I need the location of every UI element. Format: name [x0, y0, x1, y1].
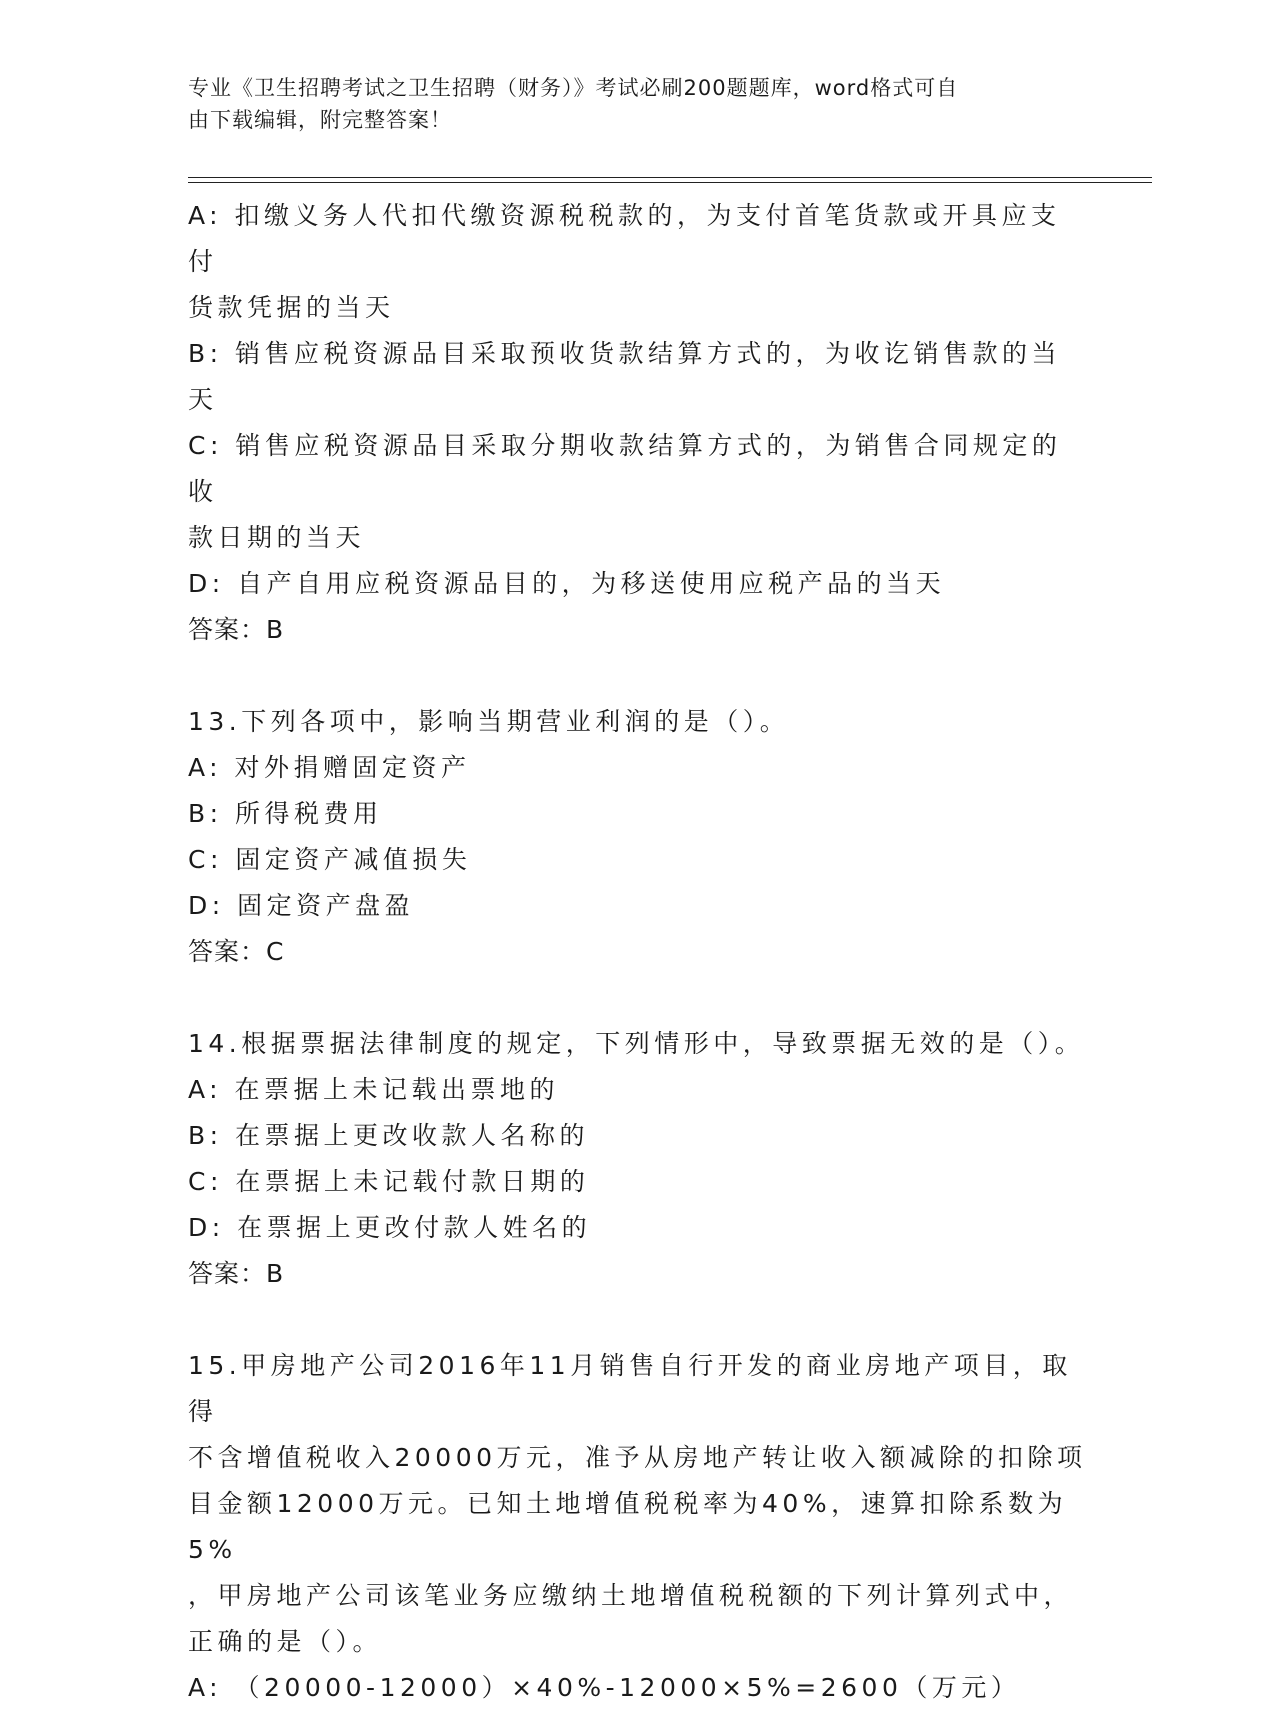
question-stem-line-3: 目金额12000万元。已知土地增值税税率为40%，速算扣除系数为5%	[188, 1489, 1068, 1564]
option-a: A: （20000-12000）×40%-12000×5%=2600（万元）	[188, 1673, 1021, 1702]
option-b: B: 所得税费用	[188, 799, 383, 828]
header-line-2: 由下载编辑，附完整答案！	[188, 108, 452, 132]
header-line-1: 专业《卫生招聘考试之卫生招聘（财务）》考试必刷200题题库，word格式可自	[188, 76, 959, 100]
option-c: C: 固定资产减值损失	[188, 845, 472, 874]
header-divider-bottom	[188, 182, 1152, 183]
spacer	[188, 653, 1088, 699]
question-15	[188, 1343, 1088, 1711]
option-d: D: 固定资产盘盈	[188, 891, 415, 920]
option-c-line-1: C: 销售应税资源品目采取分期收款结算方式的，为销售合同规定的收	[188, 431, 1062, 506]
option-d: D: 自产自用应税资源品目的，为移送使用应税产品的当天	[188, 569, 946, 598]
question-list	[188, 193, 1088, 1711]
document-header	[188, 72, 1068, 136]
option-b: B: 销售应税资源品目采取预收货款结算方式的，为收讫销售款的当天	[188, 339, 1062, 414]
question-14	[188, 1021, 1088, 1297]
option-b: B: 在票据上更改收款人名称的	[188, 1121, 590, 1150]
option-c: C: 在票据上未记载付款日期的	[188, 1167, 590, 1196]
spacer	[188, 975, 1088, 1021]
header-divider-top	[188, 177, 1152, 178]
option-a-line-1: A: 扣缴义务人代扣代缴资源税税款的，为支付首笔货款或开具应支付	[188, 201, 1061, 276]
option-c-line-2: 款日期的当天	[188, 523, 366, 552]
question-stem-line-2: 不含增值税收入20000万元，准予从房地产转让收入额减除的扣除项	[188, 1443, 1087, 1472]
spacer	[188, 1297, 1088, 1343]
answer: 答案：C	[188, 937, 285, 966]
question-stem-line-1: 15.甲房地产公司2016年11月销售自行开发的商业房地产项目，取得	[188, 1351, 1072, 1426]
option-a: A: 在票据上未记载出票地的	[188, 1075, 560, 1104]
answer: 答案：B	[188, 1259, 285, 1288]
option-a: A: 对外捐赠固定资产	[188, 753, 471, 782]
question-stem: 13.下列各项中，影响当期营业利润的是（）。	[188, 707, 790, 736]
question-stem-line-4: ，甲房地产公司该笔业务应缴纳土地增值税税额的下列计算列式中，	[188, 1581, 1074, 1610]
question-12	[188, 193, 1088, 653]
question-13	[188, 699, 1088, 975]
option-d: D: 在票据上更改付款人姓名的	[188, 1213, 592, 1242]
question-stem: 14.根据票据法律制度的规定，下列情形中，导致票据无效的是（）。	[188, 1029, 1085, 1058]
answer: 答案：B	[188, 615, 285, 644]
question-stem-line-5: 正确的是（）。	[188, 1627, 383, 1656]
option-a-line-2: 货款凭据的当天	[188, 293, 395, 322]
